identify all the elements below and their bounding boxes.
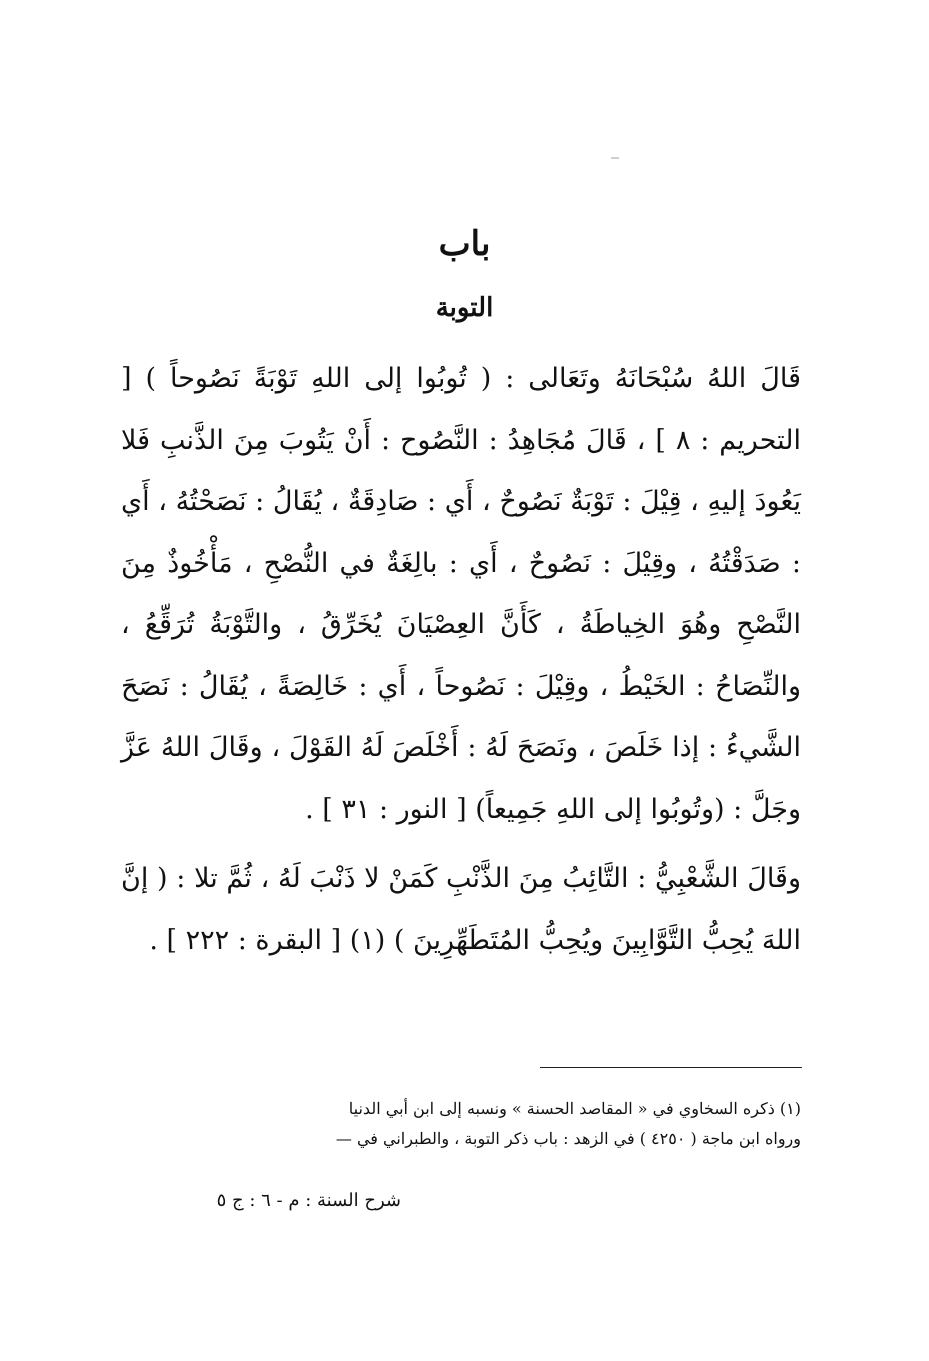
paragraph-2: وقَالَ الشَّعْبِيُّ : التَّائِبُ مِنَ الذَّنْبِ كَمَنْ لا ذَنْبَ لَهُ ، ثُمَّ تلا : ( إنَّ اللهَ يُحِبُّ التَّوَّابِينَ ويُحِبُّ المُتَطَهِّرِينَ ) (١) [ البقرة : ٢٢٢ ] . [121, 863, 801, 956]
main-text [121, 348, 801, 971]
scan-speck [611, 157, 619, 159]
paragraph-1: قَالَ اللهُ سُبْحَانَهُ وتَعَالى : ( تُوبُوا إلى اللهِ تَوْبَةً نَصُوحاً ) [ التحريم : ٨ ] ، قَالَ مُجَاهِدُ : النَّصُوح : أَنْ يَتُوبَ مِنَ الذَّنبِ فَلا يَعُودَ إليهِ ، قِيْلَ : تَوْبَةٌ نَصُوحٌ ، أَي : صَادِقَةٌ ، يُقَالُ : نَصَحْتُهُ ، أَي : صَدَقْتُهُ ، وقِيْلَ : نَصُوحٌ ، أَي : بالِغَةٌ في النُّصْحِ ، مَأْخُوذٌ مِنَ النَّصْحِ وهُوَ الخِياطَةُ ، كَأَنَّ العِصْيَانَ يُخَرِّقُ ، والتَّوْبَةُ تُرَقِّعُ ، والنِّصَاحُ : الخَيْطُ ، وقِيْلَ : نَصُوحاً ، أَي : خَالِصَةً ، يُقَالُ : نَصَحَ الشَّيءُ : إذا خَلَصَ ، ونَصَحَ لَهُ : أَخْلَصَ لَهُ القَوْلَ ، وقَالَ اللهُ عَزَّ وجَلَّ : (وتُوبُوا إلى اللهِ جَمِيعاً) [ النور : ٣١ ] . [121, 363, 801, 825]
footnote-divider [540, 1067, 802, 1068]
page-signature: شرح السنة : م - ٦ : ج ٥ [216, 1190, 401, 1211]
chapter-heading: باب [438, 224, 491, 264]
footnote-line-1: (١) ذكره السخاوي في « المقاصد الحسنة » ونسبه إلى ابن أبي الدنيا [348, 1099, 801, 1118]
chapter-title: التوبة [435, 293, 494, 323]
footnote-line-2: ورواه ابن ماجة ( ٤٢٥٠ ) في الزهد : باب ذكر التوبة ، والطبراني في — [335, 1129, 801, 1148]
footnotes [111, 1094, 801, 1154]
